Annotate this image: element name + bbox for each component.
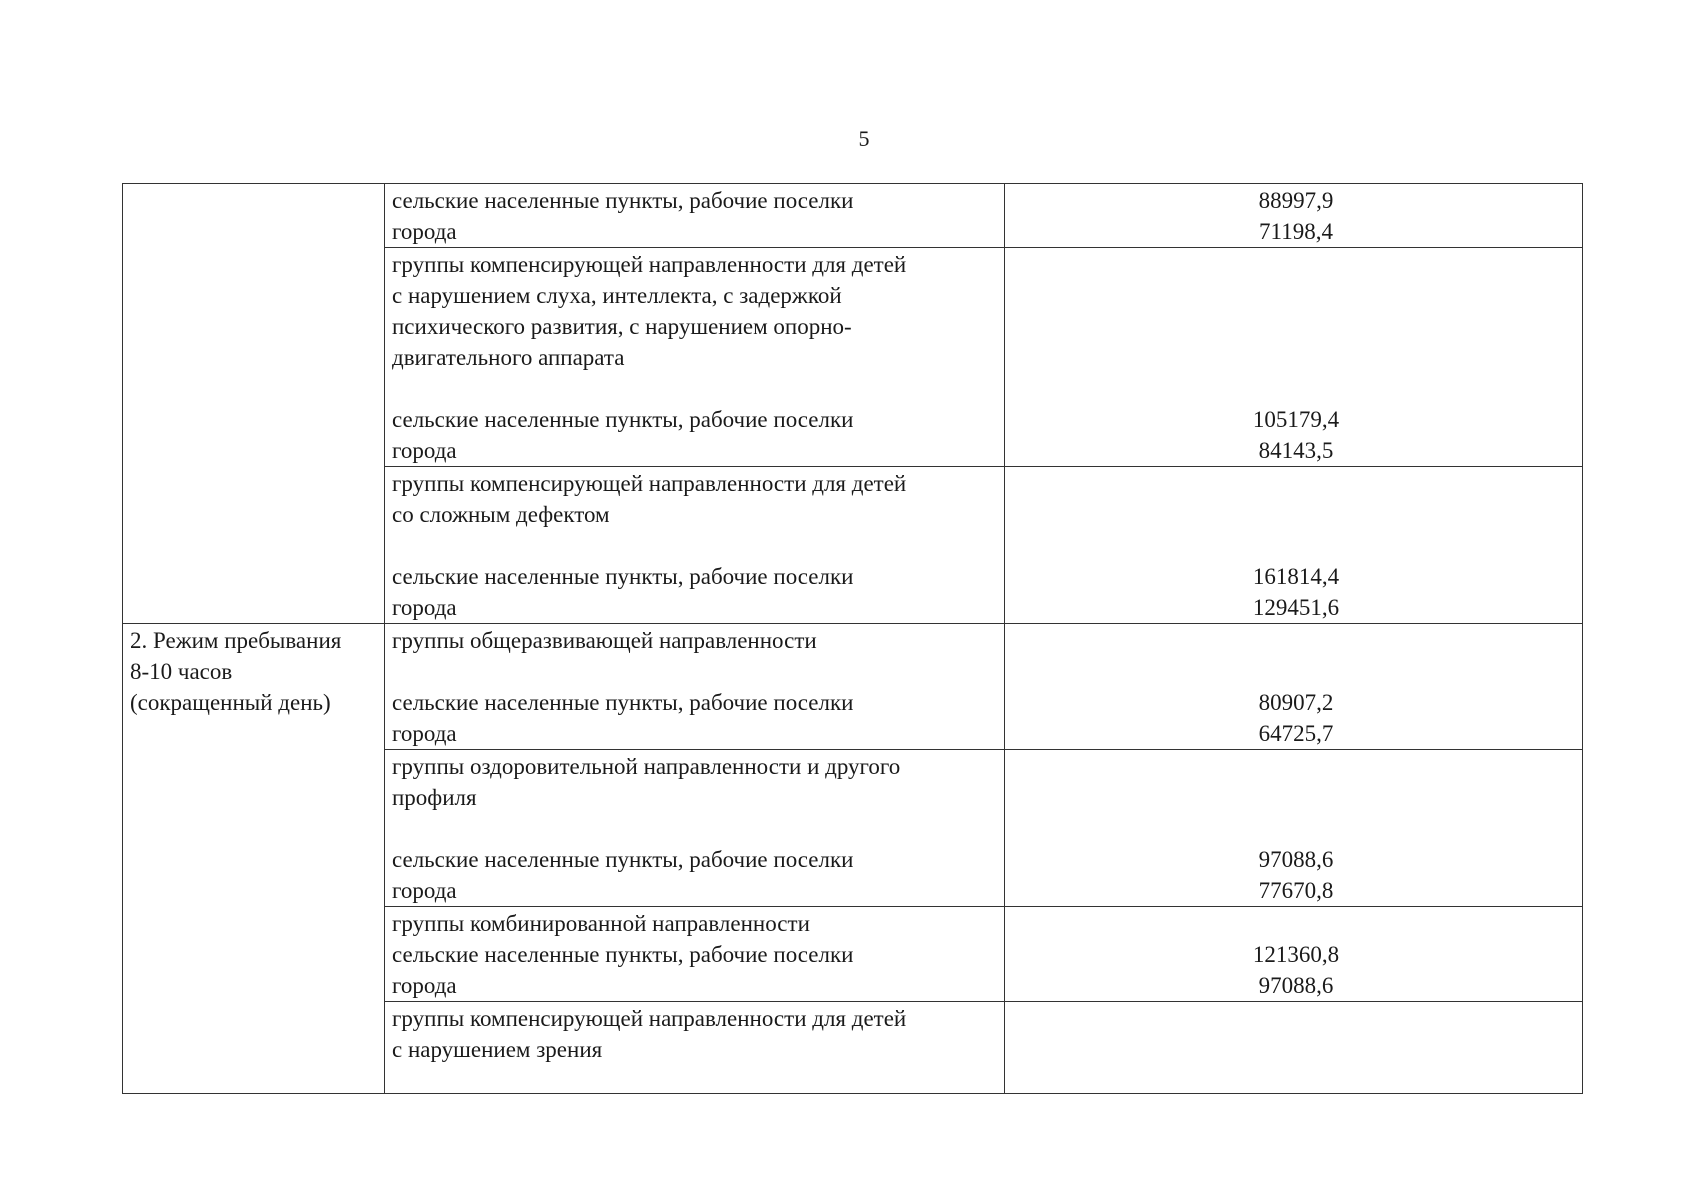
rural-value: 88997,9	[1258, 188, 1334, 213]
rural-value: 97088,6	[1258, 847, 1334, 872]
cities-value: 84143,5	[1258, 438, 1334, 463]
value-cell	[1005, 248, 1583, 467]
category-cell	[385, 907, 1005, 1002]
rural-label: сельские населенные пункты, рабочие поселки	[392, 564, 854, 589]
category-cell	[385, 750, 1005, 907]
group-label-line: психического развития, с нарушением опорно-	[392, 314, 852, 339]
tariff-table	[122, 183, 1583, 1094]
value-cell	[1005, 907, 1583, 1002]
rural-label: сельские населенные пункты, рабочие поселки	[392, 847, 854, 872]
group-label-line: группы компенсирующей направленности для детей	[392, 252, 907, 277]
value-cell	[1005, 624, 1583, 750]
category-cell	[385, 1002, 1005, 1094]
mode-type: (сокращенный день)	[130, 690, 331, 715]
rural-value: 161814,4	[1252, 564, 1340, 589]
rural-value: 121360,8	[1252, 942, 1340, 967]
value-cell	[1005, 467, 1583, 624]
group-label-line: со сложным дефектом	[392, 502, 610, 527]
value-cell	[1005, 184, 1583, 248]
table-row	[123, 184, 1583, 248]
category-cell	[385, 184, 1005, 248]
group-label-line: группы оздоровительной направленности и другого	[392, 754, 901, 779]
table-row	[123, 624, 1583, 750]
category-cell	[385, 624, 1005, 750]
group-label-line: с нарушением слуха, интеллекта, с задержкой	[392, 283, 842, 308]
cities-label: города	[392, 721, 457, 746]
mode-hours: 8-10 часов	[130, 659, 233, 684]
group-label: группы общеразвивающей направленности	[392, 628, 817, 653]
category-cell	[385, 248, 1005, 467]
cities-value: 64725,7	[1258, 721, 1334, 746]
group-label-line: профиля	[392, 785, 477, 810]
value-cell	[1005, 1002, 1583, 1094]
cities-label: города	[392, 973, 457, 998]
cities-label: города	[392, 878, 457, 903]
mode-cell	[123, 624, 385, 1094]
value-cell	[1005, 750, 1583, 907]
rural-label: сельские населенные пункты, рабочие поселки	[392, 690, 854, 715]
mode-cell-empty	[123, 184, 385, 624]
group-label-line: двигательного аппарата	[392, 345, 625, 370]
group-label-line: группы компенсирующей направленности для детей	[392, 1006, 907, 1031]
group-label-line: группы компенсирующей направленности для детей	[392, 471, 907, 496]
cities-value: 71198,4	[1259, 219, 1333, 244]
rural-label: сельские населенные пункты, рабочие поселки	[392, 407, 854, 432]
cities-label: города	[392, 438, 457, 463]
rural-label: сельские населенные пункты, рабочие поселки	[392, 942, 854, 967]
group-label-line: с нарушением зрения	[392, 1037, 603, 1062]
group-label: группы комбинированной направленности	[392, 911, 810, 936]
rural-value: 105179,4	[1252, 407, 1340, 432]
cities-label: города	[392, 595, 457, 620]
page-number: 5	[858, 126, 870, 151]
cities-value: 129451,6	[1252, 595, 1340, 620]
cities-label: города	[392, 219, 457, 244]
mode-title: 2. Режим пребывания	[130, 628, 342, 653]
rural-value: 80907,2	[1258, 690, 1334, 715]
cities-value: 77670,8	[1258, 878, 1334, 903]
cities-value: 97088,6	[1258, 973, 1334, 998]
category-cell	[385, 467, 1005, 624]
rural-label: сельские населенные пункты, рабочие поселки	[392, 188, 854, 213]
